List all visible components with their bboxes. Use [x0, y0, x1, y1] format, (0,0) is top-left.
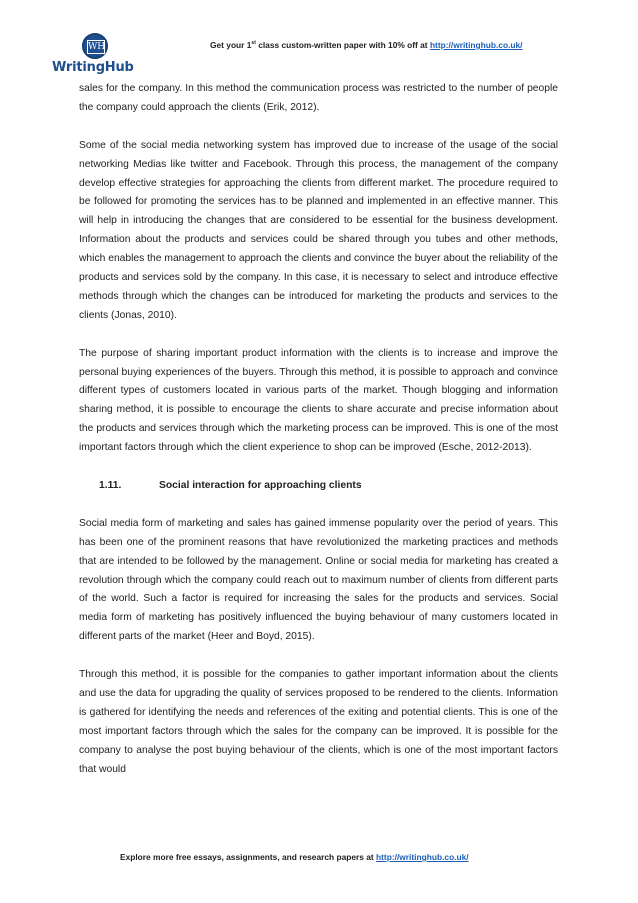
section-heading: [79, 477, 558, 496]
header-promo-sup: st: [251, 40, 256, 47]
document-body: [79, 80, 558, 798]
body-paragraph: sales for the company. In this method the communication process was restricted to the number of people the company could approach the clients (Erik, 2012).: [79, 83, 558, 113]
logo-wordmark: WritingHub: [52, 60, 134, 75]
logo-emblem-letters: WH: [88, 42, 106, 52]
footer-promo: [120, 852, 540, 862]
footer-promo-text: Explore more free essays, assignments, and research papers at: [120, 852, 377, 862]
header-promo: [210, 40, 570, 50]
section-title: Social interaction for approaching clients: [159, 479, 362, 491]
section-paragraph: Through this method, it is possible for the companies to gather important information about the clients and use the data for upgrading the quality of services proposed to be rendered to the clients. Information is gathered for identifying the needs and references of the exiting and potential clients. This is one of the most important factors through which the sales for the company can be improved. It is possible for the company to analyse the post buying behaviour of the clients, which is one of the most important factors that would: [79, 669, 558, 775]
header-promo-suffix: class custom-written paper with 10% off at: [255, 40, 430, 50]
header-promo-link[interactable]: http://writinghub.co.uk/: [429, 40, 523, 50]
body-paragraph: Some of the social media networking system has improved due to increase of the usage of the social networking Medias like twitter and Facebook. Through this process, the management of the company develop effective strategies for approaching the clients from different market. The procedure required to be followed for promoting the services has to be planned and implemented in an effective manner. This will help in introducing the changes that are considered to be essential for the business development. Information about the products and services could be shared through you tubes and other methods, which enables the management to approach the clients and convince the buyer about the reliability of the products and services sold by the company. In this case, it is necessary to select and introduce effective methods through which the changes can be introduced for marketing the products and services to the clients (Jonas, 2010).: [79, 139, 558, 321]
section-number: 1.11.: [99, 479, 122, 491]
logo-emblem-icon: [82, 33, 108, 59]
writinghub-logo[interactable]: [52, 30, 134, 78]
body-paragraph: The purpose of sharing important product information with the clients is to increase and improve the personal buying experiences of the buyers. Through this method, it is possible to approach and convince different types of customers located in various parts of the market. Though blogging and information sharing method, it is possible to encourage the clients to share accurate and precise information about the products and services through which the marketing process can be improved. This is one of the most important factors through which the client experience to shop can be improved (Esche, 2012-2013).: [79, 347, 558, 454]
section-paragraph: Social media form of marketing and sales has gained immense popularity over the period of years. This has been one of the prominent reasons that have revolutionized the marketing practices and methods that are intended to be followed by the management. Online or social media for marketing has created a revolution through which the company could reach out to maximum number of clients from different parts of the world. Such a factor is required for increasing the sales for the products and services. Social media form of marketing has positively influenced the buying behaviour of many customers located in different parts of the market (Heer and Boyd, 2015).: [79, 517, 558, 643]
footer-promo-link[interactable]: http://writinghub.co.uk/: [376, 852, 469, 862]
header-promo-prefix: Get your 1: [210, 40, 252, 50]
